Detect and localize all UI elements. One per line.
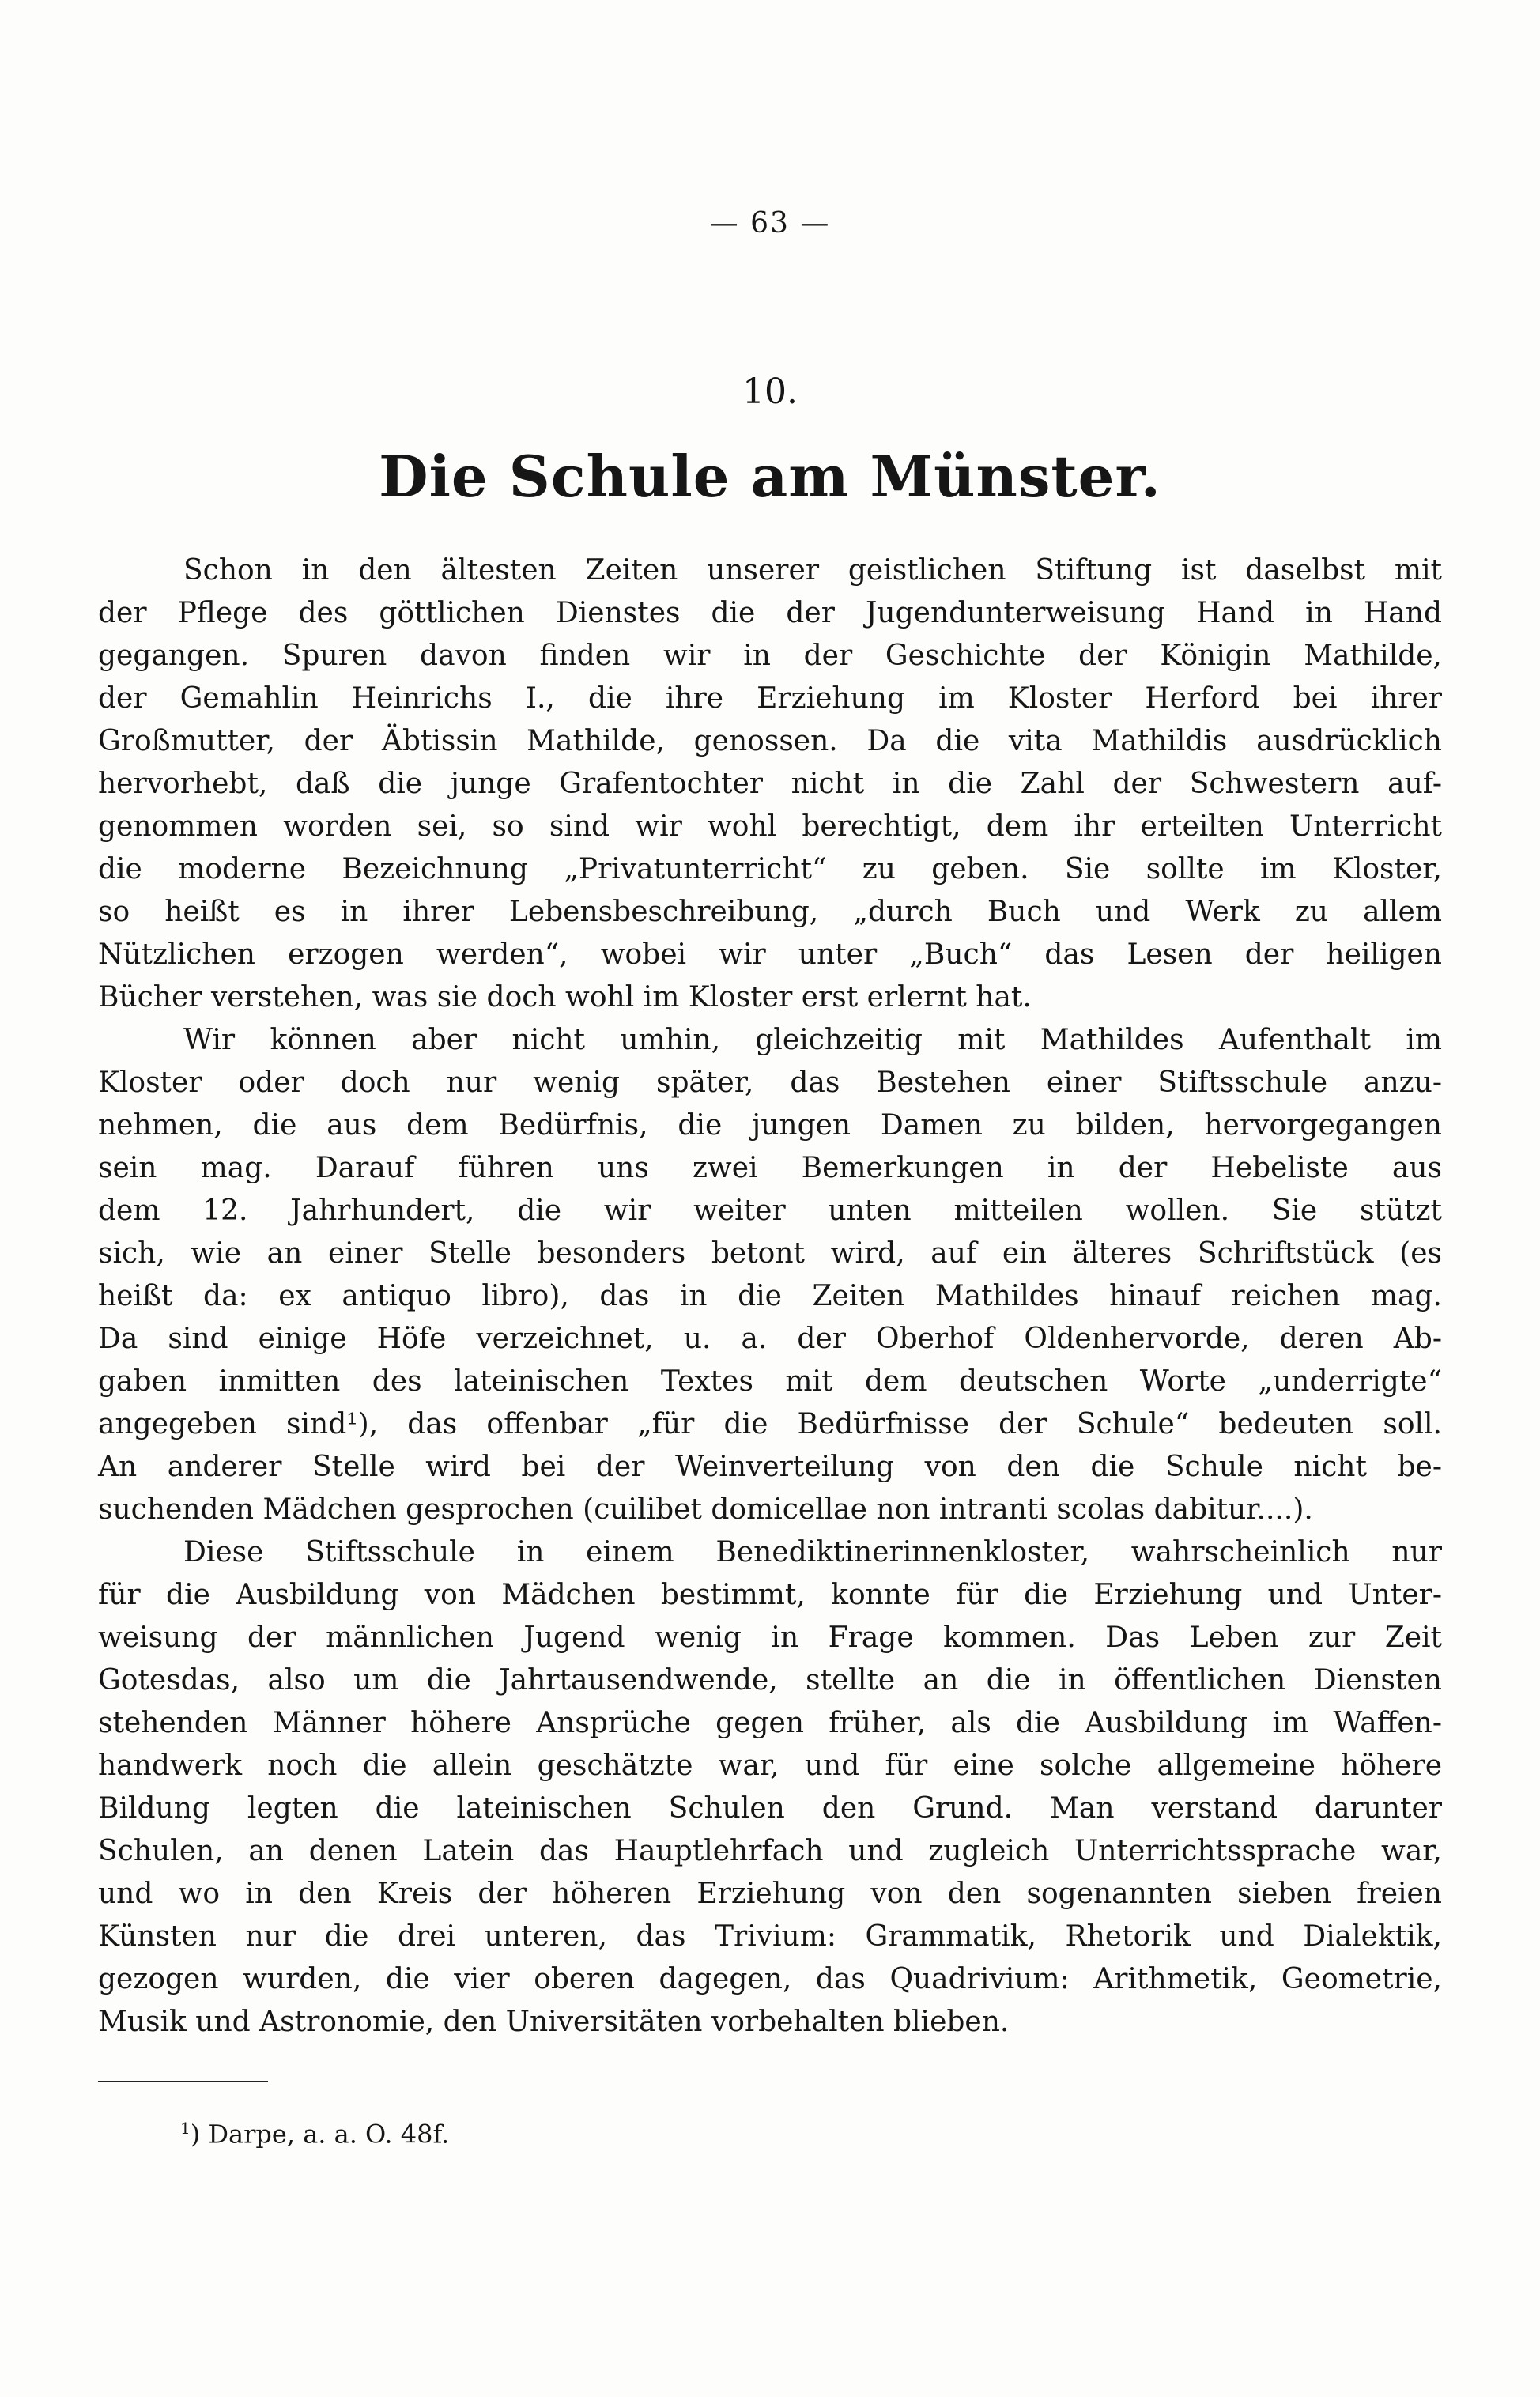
footnote [180, 2119, 449, 2150]
text-line: Da sind einige Höfe verzeichnet, u. a. der Oberhof Oldenhervorde, deren Ab- [98, 1323, 1442, 1355]
text-line: sein mag. Darauf führen uns zwei Bemerkungen in der Hebeliste aus [98, 1152, 1442, 1184]
chapter-number: 10. [742, 372, 798, 412]
text-line: nehmen, die aus dem Bedürfnis, die jungen Damen zu bilden, hervorgegangen [98, 1109, 1442, 1142]
footnote-text: ) Darpe, a. a. O. 48f. [190, 2119, 450, 2150]
text-line: Schulen, an denen Latein das Hauptlehrfach und zugleich Unterrichtssprache war, [98, 1835, 1442, 1867]
text-line: handwerk noch die allein geschätzte war, und für eine solche allgemeine höhere [98, 1750, 1442, 1782]
text-line: sich, wie an einer Stelle besonders betont wird, auf ein älteres Schriftstück (es [98, 1237, 1442, 1270]
paragraph-3 [98, 1531, 1442, 2044]
text-line: heißt da: ex antiquo libro), das in die Zeiten Mathildes hinauf reichen mag. [98, 1280, 1442, 1312]
body-text [98, 549, 1442, 2044]
paragraph-1 [98, 549, 1442, 1019]
page-number: — 63 — [709, 207, 831, 240]
text-line: Künsten nur die drei unteren, das Trivium: Grammatik, Rhetorik und Dialektik, [98, 1920, 1442, 1953]
text-line: genommen worden sei, so sind wir wohl berechtigt, dem ihr erteilten Unterricht [98, 810, 1442, 843]
paragraph-2 [98, 1019, 1442, 1531]
text-line: stehenden Männer höhere Ansprüche gegen früher, als die Ausbildung im Waffen- [98, 1707, 1442, 1739]
footnote-marker: 1 [180, 2119, 191, 2138]
text-line: Gotesdas, also um die Jahrtausendwende, stellte an die in öffentlichen Diensten [98, 1664, 1442, 1697]
text-line: Großmutter, der Äbtissin Mathilde, genossen. Da die vita Mathildis ausdrücklich [98, 725, 1442, 757]
text-line: gegangen. Spuren davon finden wir in der Geschichte der Königin Mathilde, [98, 640, 1442, 672]
text-line: gaben inmitten des lateinischen Textes mit dem deutschen Worte „underrigte“ [98, 1365, 1442, 1398]
text-line: Bildung legten die lateinischen Schulen den Grund. Man verstand darunter [98, 1792, 1442, 1825]
footnote-divider [98, 2081, 268, 2082]
text-line: hervorhebt, daß die junge Grafentochter nicht in die Zahl der Schwestern auf- [98, 768, 1442, 800]
text-line: der Gemahlin Heinrichs I., die ihre Erziehung im Kloster Herford bei ihrer [98, 682, 1442, 715]
text-line: Kloster oder doch nur wenig später, das Bestehen einer Stiftsschule anzu- [98, 1066, 1442, 1099]
text-line: Musik und Astronomie, den Universitäten vorbehalten blieben. [98, 2006, 1010, 2038]
text-line: die moderne Bezeichnung „Privatunterricht“ zu geben. Sie sollte im Kloster, [98, 853, 1442, 885]
text-line: für die Ausbildung von Mädchen bestimmt, konnte für die Erziehung und Unter- [98, 1579, 1442, 1611]
text-line: Wir können aber nicht umhin, gleichzeitig mit Mathildes Aufenthalt im [183, 1024, 1442, 1056]
text-line: An anderer Stelle wird bei der Weinverteilung von den die Schule nicht be- [98, 1451, 1442, 1483]
text-line: Diese Stiftsschule in einem Benediktinerinnenkloster, wahrscheinlich nur [183, 1536, 1442, 1568]
text-line: angegeben sind¹), das offenbar „für die Bedürfnisse der Schule“ bedeuten soll. [98, 1408, 1442, 1440]
text-line: Nützlichen erzogen werden“, wobei wir unter „Buch“ das Lesen der heiligen [98, 938, 1442, 971]
text-line: der Pflege des göttlichen Dienstes die der Jugendunterweisung Hand in Hand [98, 597, 1442, 629]
text-line: Schon in den ältesten Zeiten unserer geistlichen Stiftung ist daselbst mit [183, 554, 1442, 587]
text-line: und wo in den Kreis der höheren Erziehung von den sogenannten sieben freien [98, 1878, 1442, 1910]
text-line: Bücher verstehen, was sie doch wohl im Kloster erst erlernt hat. [98, 981, 1032, 1014]
text-line: gezogen wurden, die vier oberen dagegen, das Quadrivium: Arithmetik, Geometrie, [98, 1963, 1442, 1995]
text-line: weisung der männlichen Jugend wenig in Frage kommen. Das Leben zur Zeit [98, 1621, 1442, 1654]
text-line: so heißt es in ihrer Lebensbeschreibung, „durch Buch und Werk zu allem [98, 896, 1442, 928]
text-line: dem 12. Jahrhundert, die wir weiter unten mitteilen wollen. Sie stützt [98, 1195, 1442, 1227]
text-line: suchenden Mädchen gesprochen (cuilibet domicellae non intranti scolas dabitur....). [98, 1493, 1313, 1526]
chapter-title: Die Schule am Münster. [379, 443, 1161, 510]
